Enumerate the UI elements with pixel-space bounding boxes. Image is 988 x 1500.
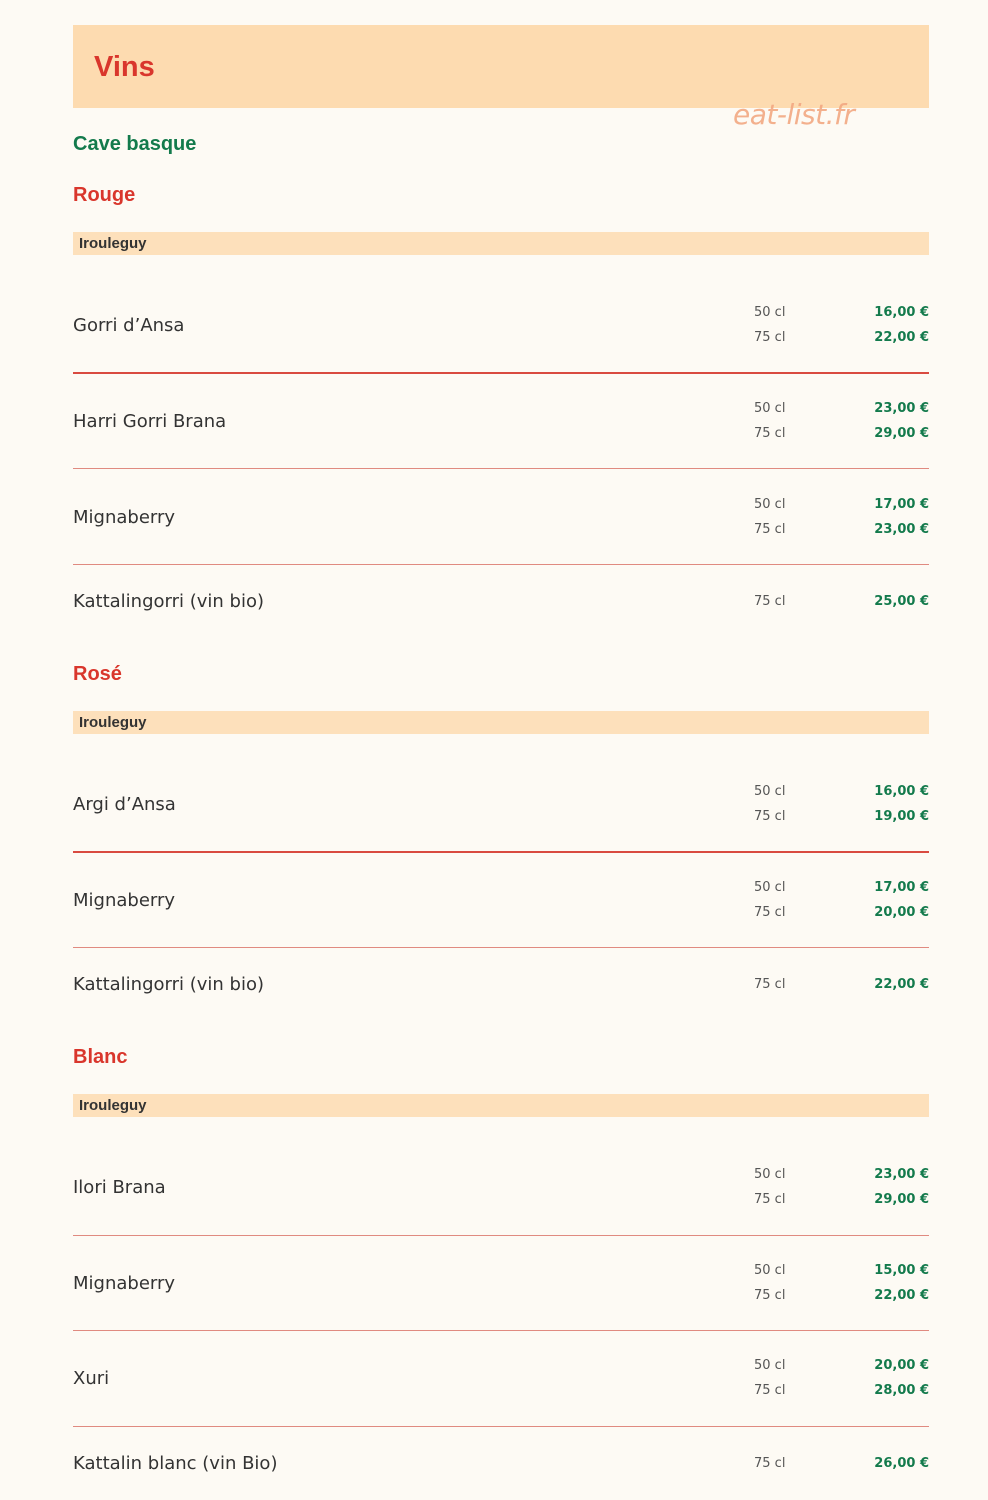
volume: 50 cl	[754, 880, 786, 895]
volume: 50 cl	[754, 305, 786, 320]
price-line	[73, 1165, 929, 1185]
price: 23,00 €	[874, 1167, 929, 1182]
divider	[73, 1426, 929, 1427]
wine-name: Harri Gorri Brana	[73, 411, 227, 432]
price-line	[73, 903, 929, 923]
price-line	[73, 495, 929, 515]
price-line	[73, 975, 929, 995]
volume: 75 cl	[754, 522, 786, 537]
watermark: eat-list.fr	[733, 98, 855, 131]
price: 28,00 €	[874, 1383, 929, 1398]
section-title-rouge: Rouge	[73, 184, 136, 206]
divider	[73, 564, 929, 565]
price: 15,00 €	[874, 1263, 929, 1278]
price-line	[73, 328, 929, 348]
price: 23,00 €	[874, 522, 929, 537]
price-line	[73, 424, 929, 444]
wine-name: Kattalin blanc (vin Bio)	[73, 1453, 278, 1474]
volume: 50 cl	[754, 1358, 786, 1373]
wine-name: Xuri	[73, 1368, 110, 1389]
volume: 75 cl	[754, 330, 786, 345]
price: 26,00 €	[874, 1456, 929, 1471]
price: 29,00 €	[874, 1192, 929, 1207]
region-bar	[73, 1094, 929, 1117]
divider	[73, 468, 929, 469]
volume: 75 cl	[754, 594, 786, 609]
price-line	[73, 1381, 929, 1401]
wine-name: Mignaberry	[73, 890, 176, 911]
price-line	[73, 807, 929, 827]
price: 25,00 €	[874, 594, 929, 609]
wine-name: Kattalingorri (vin bio)	[73, 591, 264, 612]
price: 17,00 €	[874, 880, 929, 895]
divider	[73, 1235, 929, 1236]
volume: 75 cl	[754, 426, 786, 441]
price-line	[73, 303, 929, 323]
region-label: Irouleguy	[79, 1097, 147, 1114]
divider	[73, 947, 929, 948]
price: 20,00 €	[874, 1358, 929, 1373]
price-line	[73, 399, 929, 419]
wine-name: Mignaberry	[73, 507, 176, 528]
price: 22,00 €	[874, 330, 929, 345]
volume: 50 cl	[754, 1167, 786, 1182]
price: 19,00 €	[874, 809, 929, 824]
price-line	[73, 878, 929, 898]
wine-name: Ilori Brana	[73, 1177, 166, 1198]
volume: 75 cl	[754, 1288, 786, 1303]
volume: 75 cl	[754, 905, 786, 920]
price: 23,00 €	[874, 401, 929, 416]
cave-title: Cave basque	[73, 133, 197, 155]
wine-name: Argi d’Ansa	[73, 794, 176, 815]
divider	[73, 372, 929, 374]
price: 29,00 €	[874, 426, 929, 441]
price-line	[73, 1190, 929, 1210]
price: 20,00 €	[874, 905, 929, 920]
price-line	[73, 1261, 929, 1281]
price: 22,00 €	[874, 977, 929, 992]
price-line	[73, 1454, 929, 1474]
region-bar	[73, 711, 929, 734]
price: 16,00 €	[874, 784, 929, 799]
divider	[73, 851, 929, 853]
volume: 50 cl	[754, 401, 786, 416]
price-line	[73, 1286, 929, 1306]
volume: 75 cl	[754, 1383, 786, 1398]
price-line	[73, 520, 929, 540]
price-line	[73, 782, 929, 802]
wine-name: Kattalingorri (vin bio)	[73, 974, 264, 995]
volume: 50 cl	[754, 1263, 786, 1278]
page-title: Vins	[94, 51, 155, 83]
volume: 75 cl	[754, 809, 786, 824]
volume: 75 cl	[754, 1192, 786, 1207]
header-banner	[73, 25, 929, 108]
region-label: Irouleguy	[79, 714, 147, 731]
volume: 75 cl	[754, 1456, 786, 1471]
price: 22,00 €	[874, 1288, 929, 1303]
section-title-rose: Rosé	[73, 663, 122, 685]
price-line	[73, 592, 929, 612]
region-bar	[73, 232, 929, 255]
wine-name: Gorri d’Ansa	[73, 315, 185, 336]
region-label: Irouleguy	[79, 235, 147, 252]
volume: 75 cl	[754, 977, 786, 992]
divider	[73, 1330, 929, 1331]
section-title-blanc: Blanc	[73, 1046, 128, 1068]
volume: 50 cl	[754, 497, 786, 512]
price: 16,00 €	[874, 305, 929, 320]
price-line	[73, 1356, 929, 1376]
wine-name: Mignaberry	[73, 1273, 176, 1294]
price: 17,00 €	[874, 497, 929, 512]
volume: 50 cl	[754, 784, 786, 799]
